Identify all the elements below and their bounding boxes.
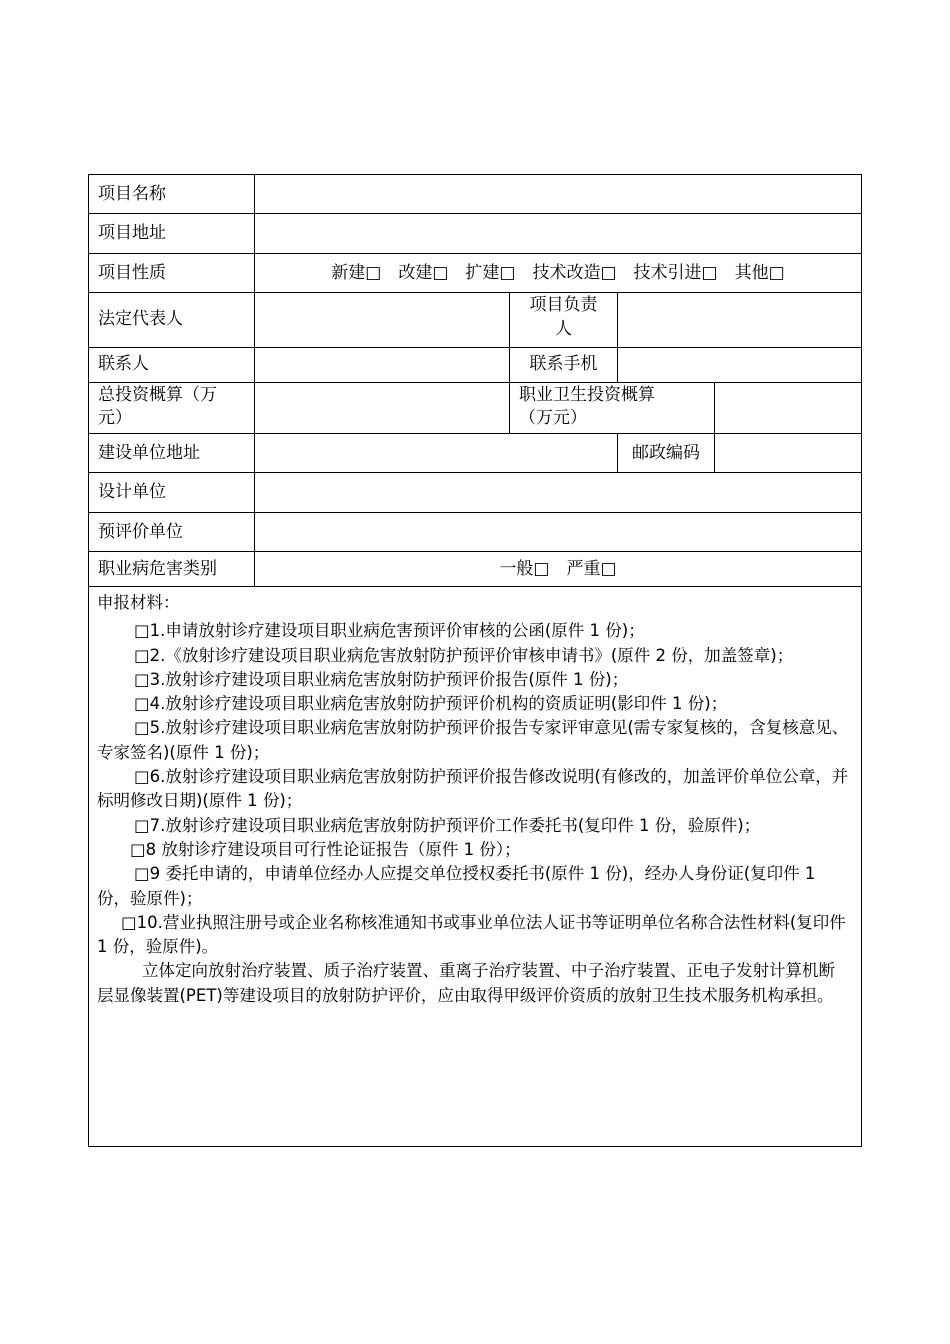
hazard-category-options[interactable]: 一般□ 严重□ <box>499 559 617 579</box>
row-divider <box>89 433 861 434</box>
column-divider <box>714 382 715 472</box>
material-item-10[interactable]: □10.营业执照注册号或企业名称核准通知书或事业单位法人证书等证明单位名称合法性材料(复印件 1 份，验原件)。 <box>97 912 846 957</box>
pre-evaluation-unit-label: 预评价单位 <box>98 522 183 542</box>
project-lead-label-line1: 项目负责 <box>529 295 598 315</box>
project-nature-options[interactable]: 新建□ 改建□ 扩建□ 技术改造□ 技术引进□ 其他□ <box>331 263 785 283</box>
row-divider <box>89 292 861 293</box>
row-divider <box>89 551 861 552</box>
row-divider <box>89 382 861 383</box>
material-item-1[interactable]: □1.申请放射诊疗建设项目职业病危害预评价审核的公函(原件 1 份)； <box>134 621 645 641</box>
contact-person-label: 联系人 <box>98 354 149 374</box>
material-item-5[interactable]: □5.放射诊疗建设项目职业病危害放射防护预评价报告专家评审意见(需专家复核的，含复核意见、专家签名)(原件 1 份)； <box>97 718 849 762</box>
materials-heading: 申报材料： <box>97 593 180 612</box>
column-divider <box>254 175 255 586</box>
total-investment-label-line1: 总投资概算（万 <box>98 385 217 405</box>
oh-investment-label-line2: （万元） <box>519 408 587 428</box>
materials-note: 立体定向放射治疗装置、质子治疗装置、重离子治疗装置、中子治疗装置、正电子发射计算机断层显像装置(PET)等建设项目的放射防护评价，应由取得甲级评价资质的放射卫生技术服务机构承担。 <box>97 961 835 1005</box>
project-lead-label-line2: 人 <box>555 319 572 339</box>
material-item-7[interactable]: □7.放射诊疗建设项目职业病危害放射防护预评价工作委托书(复印件 1 份，验原件)； <box>134 815 761 835</box>
application-materials <box>89 589 861 1008</box>
design-unit-label: 设计单位 <box>98 482 166 502</box>
application-form <box>88 174 862 1147</box>
row-divider <box>89 253 861 254</box>
material-item-4[interactable]: □4.放射诊疗建设项目职业病危害放射防护预评价机构的资质证明(影印件 1 份)； <box>134 694 728 714</box>
project-name-label: 项目名称 <box>98 184 166 204</box>
postal-code-label: 邮政编码 <box>632 443 700 463</box>
row-divider <box>89 586 861 587</box>
row-divider <box>89 347 861 348</box>
material-item-3[interactable]: □3.放射诊疗建设项目职业病危害放射防护预评价报告(原件 1 份)； <box>134 669 629 689</box>
row-divider <box>89 213 861 214</box>
legal-representative-label: 法定代表人 <box>98 309 183 329</box>
material-item-6[interactable]: □6.放射诊疗建设项目职业病危害放射防护预评价报告修改说明(有修改的，加盖评价单位公章，并标明修改日期)(原件 1 份)； <box>97 767 849 811</box>
total-investment-label-line2: 元） <box>98 408 132 428</box>
material-item-2[interactable]: □2.《放射诊疗建设项目职业病危害放射防护预评价审核申请书》(原件 2 份，加盖签章)； <box>134 645 794 665</box>
builder-address-label: 建设单位地址 <box>98 443 200 463</box>
material-item-8[interactable]: □8 放射诊疗建设项目可行性论证报告（原件 1 份）； <box>130 839 521 859</box>
column-divider <box>617 292 618 382</box>
oh-investment-label-line1: 职业卫生投资概算 <box>519 385 655 405</box>
material-item-9[interactable]: □9 委托申请的，申请单位经办人应提交单位授权委托书(原件 1 份)，经办人身份证(复印件 1 份，验原件)； <box>97 864 816 908</box>
row-divider <box>89 472 861 473</box>
project-nature-label: 项目性质 <box>98 263 166 283</box>
contact-phone-label: 联系手机 <box>529 354 598 374</box>
row-divider <box>89 512 861 513</box>
hazard-category-label: 职业病危害类别 <box>98 559 217 579</box>
project-address-label: 项目地址 <box>98 223 166 243</box>
